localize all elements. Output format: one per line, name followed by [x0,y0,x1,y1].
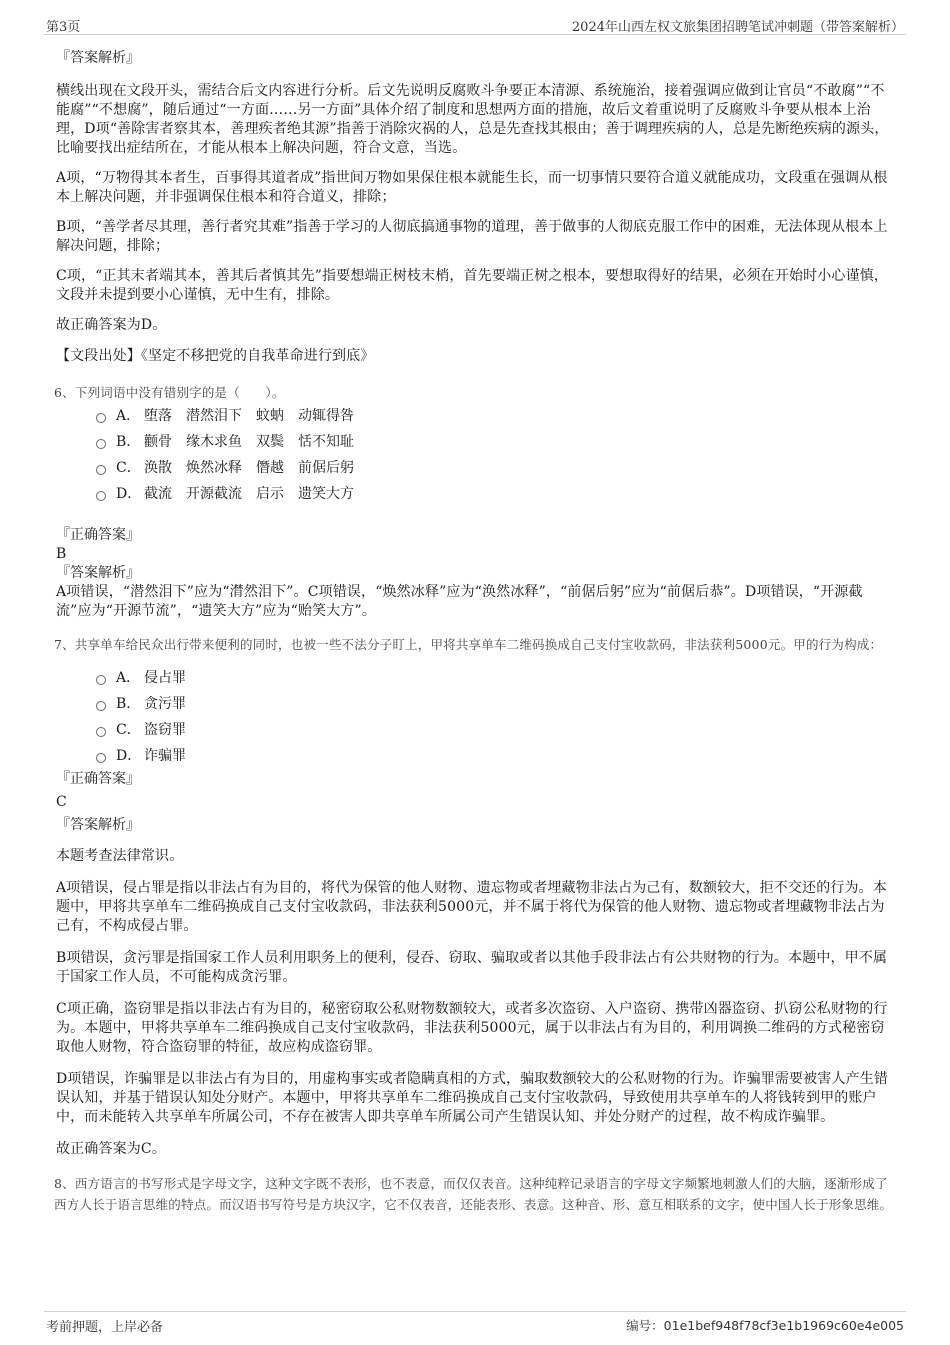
option-text: 颧骨 缘木求鱼 双鬓 恬不知耻 [144,434,354,450]
radio-icon[interactable] [96,727,106,737]
q7-options [56,665,896,769]
radio-icon[interactable] [96,491,106,501]
option-text: 堕落 潜然泪下 蚊蚋 动辄得咎 [144,408,354,424]
option-text: 截流 开源截流 启示 遗笑大方 [144,486,354,502]
q7-analysis-paragraph: A项错误，侵占罪是指以非法占有为目的，将代为保管的他人财物、遗忘物或者埋藏物非法占为己有，数额较大，拒不交还的行为。本题中，甲将共享单车二维码换成自己支付宝收款码，非法获利5000元，并不属于将代为保管的他人财物、遗忘物或者埋藏物非法占为己有，不构成侵占罪。 [56,880,887,934]
document-content [56,48,896,1215]
q6-question: 6、下列词语中没有错别字的是（ ）。 [54,385,285,400]
q5-analysis-paragraph: B项，“善学者尽其理，善行者究其难”指善于学习的人彻底搞通事物的道理，善于做事的人彻底克服工作中的困难，无法体现从根本上解决问题，排除； [56,219,888,254]
q6-answer: B [56,546,67,562]
q6-answer-label: 『正确答案』 [56,527,140,543]
q6-option-c[interactable] [96,455,896,481]
q7-option-a[interactable] [96,665,896,691]
q6-analysis-label: 『答案解析』 [56,565,140,581]
option-letter: C． [116,722,141,738]
q6-analysis: A项错误，“潜然泪下”应为“潸然泪下”。C项错误，“焕然冰释”应为“涣然冰释”，“前倨后躬”应为“前倨后恭”。D项错误，“开源截流”应为“开源节流”，“遗笑大方”应为“贻笑大方”。 [56,584,863,619]
q5-analysis-paragraph: 故正确答案为D。 [56,317,167,333]
q5-analysis-paragraph: A项，“万物得其本者生，百事得其道者成”指世间万物如果保住根本就能生长，而一切事情只要符合道义就能成功，文段重在强调从根本上解决问题，并非强调保住根本和符合道义，排除； [56,170,888,205]
radio-icon[interactable] [96,439,106,449]
option-letter: A． [116,408,141,424]
q7-answer: C [56,794,67,810]
q7-option-b[interactable] [96,691,896,717]
q7-answer-label: 『正确答案』 [56,771,140,787]
option-text: 诈骗罪 [144,748,186,764]
page-footer [44,1311,906,1335]
q6-option-b[interactable] [96,429,896,455]
q5-source-line: 【文段出处】《坚定不移把党的自我革命进行到底》 [56,348,375,364]
q6-options [56,403,896,507]
document-title: 2024年山西左权文旅集团招聘笔试冲刺题（带答案解析） [571,20,904,35]
option-letter: D． [116,748,142,764]
q6-option-a[interactable] [96,403,896,429]
option-text: 侵占罪 [144,670,186,686]
option-letter: D． [116,486,142,502]
q5-analysis-paragraph: 横线出现在文段开头，需结合后文内容进行分析。后文先说明反腐败斗争要正本清源、系统施治，接着强调应做到让官员“不敢腐”“不能腐”“不想腐”，随后通过“一方面……另一方面”具体介绍了制度和思想两方面的措施，故后文着重说明了反腐败斗争要从根本上治理，D项“善除害者察其本，善理疾者绝其源”指善于消除灾祸的人，总是先查找其根由；善于调理疾病的人，总是先断绝疾病的源头，比喻要找出症结所在，才能从根本上解决问题，符合文意，当选。 [56,83,889,156]
footer-slogan: 考前押题，上岸必备 [46,1320,164,1335]
option-text: 盗窃罪 [144,722,186,738]
q7-analysis-paragraph: B项错误，贪污罪是指国家工作人员利用职务上的便利，侵吞、窃取、骗取或者以其他手段非法占有公共财物的行为。本题中，甲不属于国家工作人员，不可能构成贪污罪。 [56,950,888,985]
radio-icon[interactable] [96,675,106,685]
option-letter: A． [116,670,141,686]
q7-analysis-paragraph: C项正确，盗窃罪是指以非法占有为目的，秘密窃取公私财物数额较大，或者多次盗窃、入户盗窃、携带凶器盗窃、扒窃公私财物的行为。本题中，甲将共享单车二维码换成自己支付宝收款码，非法获利5000元，属于以非法占有为目的，利用调换二维码的方式秘密窃取他人财物，符合盗窃罪的特征，故应构成盗窃罪。 [56,1001,888,1055]
q7-analysis-label: 『答案解析』 [56,817,140,833]
q7-analysis-paragraph: 本题考查法律常识。 [56,848,184,864]
radio-icon[interactable] [96,465,106,475]
option-letter: B． [116,696,141,712]
q5-analysis-label: 『答案解析』 [56,50,140,66]
radio-icon[interactable] [96,413,106,423]
q7-analysis-paragraph: D项错误，诈骗罪是以非法占有为目的，用虚构事实或者隐瞒真相的方式，骗取数额较大的公私财物的行为。诈骗罪需要被害人产生错误认知，并基于错误认知处分财产。本题中，甲将共享单车二维码换成自己支付宝收款码，导致使用共享单车的人将钱转到甲的账户中，而未能转入共享单车所属公司，不存在被害人即共享单车所属公司产生错误认知、并处分财产的过程，故不构成诈骗罪。 [56,1071,889,1125]
radio-icon[interactable] [96,753,106,763]
q7-option-d[interactable] [96,743,896,769]
option-text: 贪污罪 [144,696,186,712]
q8-question: 8、西方语言的书写形式是字母文字，这种文字既不表形，也不表意，而仅仅表音。这种纯粹记录语言的字母文字频繁地刺激人们的大脑，逐渐形成了西方人长于语言思维的特点。而汉语书写符号是方块汉字，它不仅表音，还能表形、表意。这种音、形、意互相联系的文字，使中国人长于形象思维。 [54,1176,893,1212]
q7-question: 7、共享单车给民众出行带来便利的同时，也被一些不法分子盯上，甲将共享单车二维码换成自己支付宝收款码，非法获利5000元。甲的行为构成： [54,637,883,652]
q5-analysis-paragraph: C项，“正其末者端其本，善其后者慎其先”指要想端正树枝末梢，首先要端正树之根本，要想取得好的结果，必须在开始时小心谨慎，文段并未提到要小心谨慎，无中生有，排除。 [56,268,889,303]
q6-option-d[interactable] [96,481,896,507]
option-letter: C． [116,460,141,476]
document-code: 编号：01e1bef948f78cf3e1b1969c60e4e005 [626,1318,904,1333]
option-letter: B． [116,434,141,450]
q7-analysis-paragraph: 故正确答案为C。 [56,1141,166,1157]
radio-icon[interactable] [96,701,106,711]
page-header [44,14,906,35]
option-text: 涣散 焕然冰释 僭越 前倨后躬 [144,460,354,476]
page-number: 第3页 [46,20,81,35]
q7-option-c[interactable] [96,717,896,743]
